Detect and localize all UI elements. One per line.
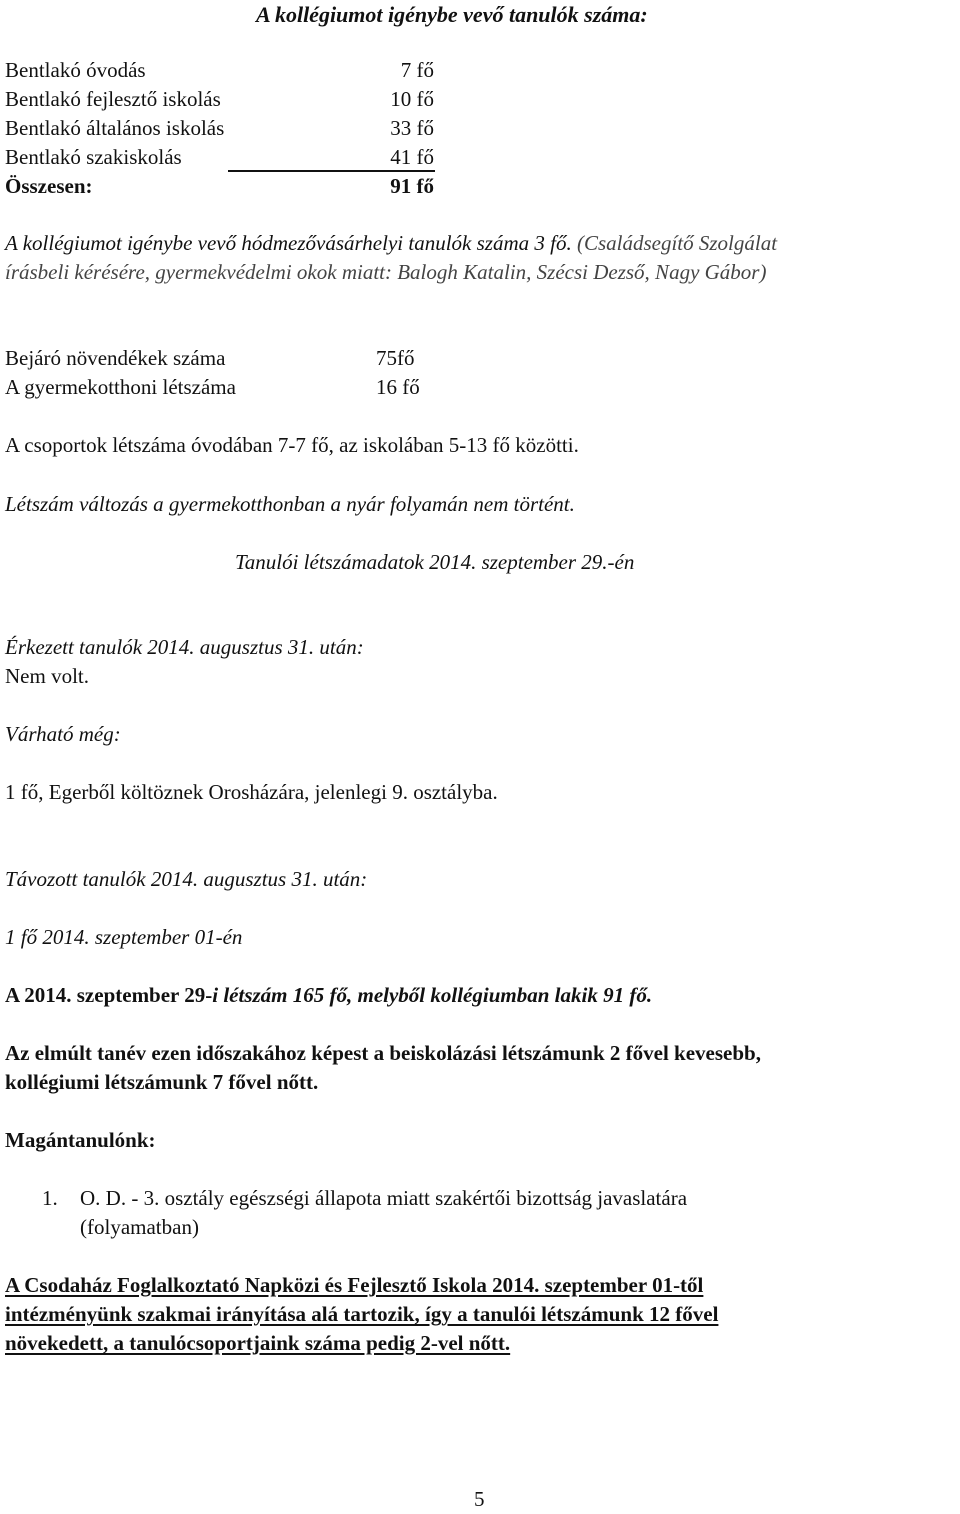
expected-value: 1 fő, Egerből költöznek Orosházára, jelenlegi 9. osztályba. [5,780,498,804]
count-value-szakiskolas: 41 fő [390,145,434,169]
departed-heading-italic: Távozott tanulók [5,867,151,891]
arrived-value: Nem volt. [5,664,89,688]
count-label-fejleszto: Bentlakó fejlesztő iskolás [5,87,221,111]
total-label: Összesen: [5,174,93,198]
departed-heading [5,865,367,894]
departed-value-italic: 1 fő [5,925,43,949]
csodahaz-line1: A Csodaház Foglalkoztató Napközi és Fejlesztő Iskola 2014. szeptember 01-től [5,1273,704,1297]
count-label-szakiskolas: Bentlakó szakiskolás [5,145,182,169]
childrens-home-value: 16 fő [376,375,420,399]
group-sizes-text: A csoportok létszáma óvodában 7-7 fő, az iskolában 5-13 fő közötti. [5,433,579,457]
childrens-home-label: A gyermekotthoni létszáma [5,375,236,399]
arrived-heading-italic: Érkezett tanulók [5,635,148,659]
private-student-number: 1. [42,1186,58,1210]
page-title: A kollégiumot igénybe vevő tanulók száma: [256,2,648,27]
local-students-italic: A kollégiumot igénybe vevő hódmezővásárhelyi tanulók száma 3 fő. [5,231,572,255]
departed-heading-rest: 2014. augusztus 31. után: [150,867,368,891]
count-label-ovodas: Bentlakó óvodás [5,58,146,82]
comparison-line2: kollégiumi létszámunk 7 fővel nőtt. [5,1070,319,1094]
arrived-heading-rest: 2014. augusztus 31. után: [147,635,364,659]
count-value-altalanos: 33 fő [390,116,434,140]
csodahaz-line3: növekedett, a tanulócsoportjaink száma pedig 2-vel nőtt. [5,1331,511,1355]
count-label-altalanos: Bentlakó általános iskolás [5,116,225,140]
count-value-fejleszto: 10 fő [390,87,434,111]
arrived-heading [5,633,364,662]
departed-value [5,923,242,952]
csodahaz-line2: intézményünk szakmai irányítása alá tartozik, így a tanulói létszámunk 12 fővel [5,1302,719,1326]
commuters-value: 75fő [376,346,415,370]
departed-value-rest: 2014. szeptember 01-én [42,925,243,949]
summary-line [5,981,652,1010]
private-student-line2: (folyamatban) [80,1215,199,1239]
private-students-heading: Magántanulónk: [5,1128,156,1152]
expected-heading: Várható még: [5,722,121,746]
count-value-ovodas: 7 fő [400,58,434,82]
no-change-text: Létszám változás a gyermekotthonban a nyár folyamán nem történt. [5,492,575,516]
local-students-line2: írásbeli kérésére, gyermekvédelmi okok miatt: Balogh Katalin, Szécsi Dezső, Nagy Gábor) [5,260,767,284]
local-students-line1 [5,229,777,258]
comparison-line1: Az elmúlt tanév ezen időszakához képest a beiskolázási létszámunk 2 fővel kevesebb, [5,1041,761,1065]
summary-part1: A 2014. szeptember 29- [5,983,213,1007]
local-students-rest: (Családsegítő Szolgálat [571,231,778,255]
summary-part2: i létszám 165 fő, melyből kollégiumban lakik 91 fő. [212,983,653,1007]
total-value: 91 fő [390,174,434,198]
commuters-label: Bejáró növendékek száma [5,346,226,370]
page-number: 5 [474,1487,485,1511]
student-data-heading: Tanulói létszámadatok 2014. szeptember 29.-én [235,550,635,574]
private-student-line1: O. D. - 3. osztály egészségi állapota miatt szakértői bizottság javaslatára [80,1186,688,1210]
